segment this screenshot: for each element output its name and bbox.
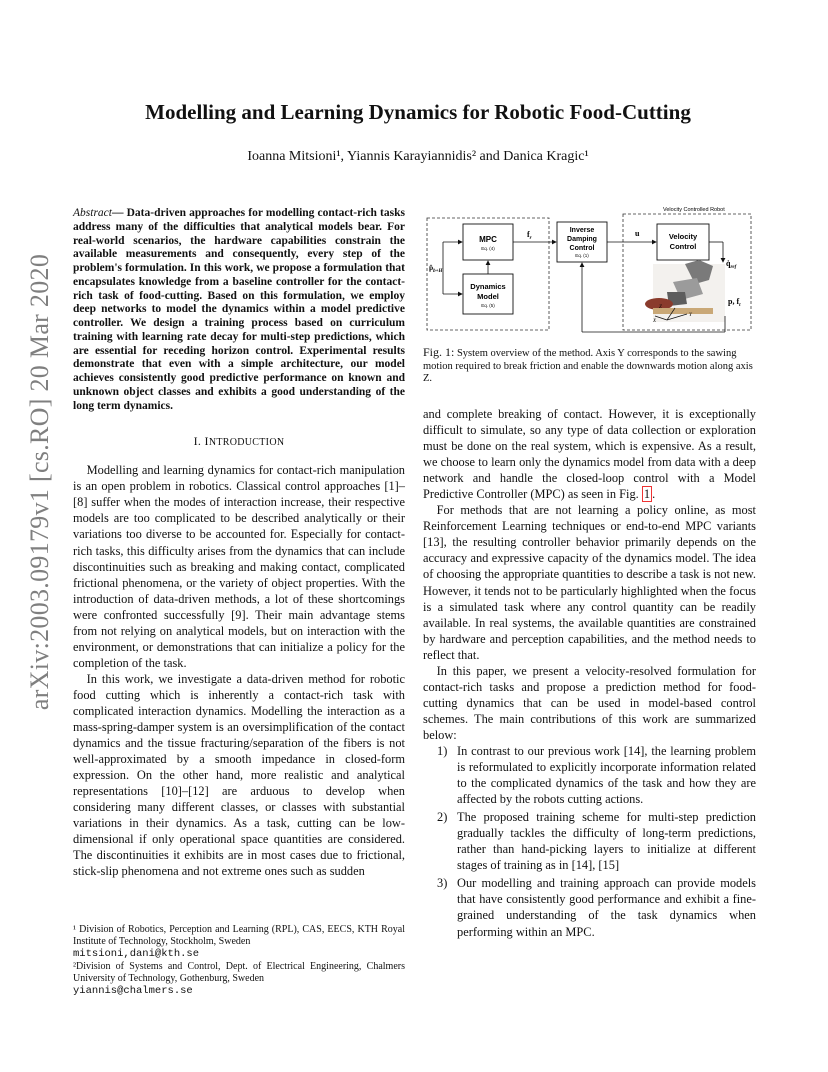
robot-group-label: Velocity Controlled Robot [663,207,725,213]
figure-caption [423,346,756,386]
abstract [73,207,405,413]
dynamics-equation: Eq. (5) [481,303,495,308]
axis-y-label: Y [689,313,692,318]
right-column [423,406,756,942]
abstract-label: Abstract [73,207,112,219]
right-paragraph-1-text: and complete breaking of contact. However, it is exceptionally difficult to simulate, so any type of data collection or exploration must be done on the real system, which is expensive. As a result, we choose to learn only the dynamics model from data with a deep network and handle the closed-loop control with a Model Predictive Controller (MPC) as seen in Fig. [423,407,756,502]
arxiv-side-label [18,253,62,711]
right-paragraph-2: For methods that are not learning a policy online, as most Reinforcement Learning techniques or end-to-end MPC variants [13], the resulting controller behavior primarily depends on the accuracy and expressive capacity of the dynamics model. The idea of choosing the appropriate quantities to describe a task is not new. However, it tends not to be particularly highlighted when the focus is a simulated task where any control quantity can be readily available. In real systems, the available quantities are constrained by hardware and perception capabilities, and the method needs to reflect that. [423,503,756,662]
dynamics-label-1: Dynamics [470,282,506,291]
section-title-rest: NTRODUCTION [208,437,285,449]
contribution-text: Our modelling and training approach can provide models that have consistently good performance and exhibit a fine-grained understanding of the task dynamics when performing within an MPC. [457,876,756,939]
intro-paragraph-2: In this work, we investigate a data-driven method for robotic food cutting which is inherently a contact-rich task with complicated interaction dynamics. Modelling the interaction as a mass-spring-damper system is an oversimplification of the contact dynamics and the tissue fracturing/separation of the fibers is not well-approximated by a smooth impedance in closed-form expression. On the other hand, more realistic and analytical representations [10]–[12] are arduous to develop when considering many different classes, or classes with substantial variations in their dynamics. As a task, cutting can be low-dimensional if only operational space quantities are considered. The discontinuities it exhibits are in most cases due to frictional, stick-slip phenomena and not extreme ones such as sudden [73,671,405,879]
velocity-label-1: Velocity [668,232,698,241]
fr-label: $f_r$ [527,230,532,241]
footnote-1-text: ¹ Division of Robotics, Perception and Learning (RPL), CAS, EECS, KTH Royal Institute of Technology, Stockholm, Sweden [73,924,405,948]
contributions-list [423,743,756,940]
section-heading-introduction [73,433,405,451]
footnote-2-text: ²Division of Systems and Control, Dept. of Electrical Engineering, Chalmers University of Technology, Gothenburg, Sweden [73,960,405,984]
velocity-label-2: Control [669,242,697,251]
idc-label-2: Damping [567,236,597,243]
contribution-number: 2) [437,810,448,825]
idc-label-1: Inverse [569,227,595,234]
robot-arm-photo [645,260,725,322]
mpc-equation: Eq. (4) [481,246,495,251]
author-list: Ioanna Mitsioni¹, Yiannis Karayiannidis² and Danica Kragic¹ [247,149,589,164]
u-label: u [635,229,640,238]
dynamics-label-2: Model [477,292,499,301]
caption-label: Fig. 1: [423,345,455,359]
fig-1-link[interactable]: 1 [643,487,651,502]
axis-x-label: X [653,319,657,324]
pbh-label: $p̂_{b+H}$ [429,263,443,274]
footnote-1-email: mitsioni,dani@kth.se [73,948,200,961]
section-number: I. [193,434,202,449]
contribution-item [423,875,756,939]
pf-label: p, $f_t$ [728,297,741,308]
idc-equation: Eq. (1) [575,253,589,258]
contribution-item [423,743,756,807]
footnote-2-email: yiannis@chalmers.se [73,985,193,998]
contribution-item [423,809,756,873]
caption-text: System overview of the method. Axis Y corresponds to the sawing motion required to break friction and enable the downwards motion along axis Z. [423,348,753,385]
mpc-label: MPC [479,235,497,244]
system-overview-figure [423,204,756,340]
contribution-text: The proposed training scheme for multi-step prediction gradually tackles the difficulty of long-term predictions, rather than hand-picking layers to initialize at different stages of training as in [14], [15] [457,810,756,873]
right-paragraph-3: In this paper, we present a velocity-resolved formulation for contact-rich tasks and propose a prediction method for food-cutting dynamics that can be used in model-based control schemes. The main contributions of this work are summarized below: [423,663,756,742]
left-column [73,207,405,880]
qref-label: $q̇_{ref}$ [726,259,737,270]
abstract-text: — Data-driven approaches for modelling contact-rich tasks address many of the difficulties that analytical models bear. For real-world scenarios, the hardware capabilities constrain the available measurements and consequently, every step of the problem's formulation. In this work, we propose a formulation that encapsulates knowledge from a baseline controller for the contact-rich task of food-cutting. Based on this formulation, we employ deep networks to model the dynamics within a model predictive controller. We design a training process based on curriculum training with learning rate decay for multi-step predictions, which are essential for receding horizon control. Experimental results demonstrate that even with a simple architecture, our model achieves consistently good predictive performance on known and unknown object classes and exhibits a good understanding of the long term dynamics. [73,207,405,412]
paper-title: Modelling and Learning Dynamics for Robotic Food-Cutting [145,100,691,124]
intro-paragraph-1: Modelling and learning dynamics for contact-rich manipulation is an open problem in robotics. Classical control approaches [1]–[8] suffer when the modes of interaction increase, their respective models are too complicated to be described analytically or their variations too diverse to be accounted for. Especially for contact-rich tasks, this difficulty arises from the dynamics that can include discontinuities such as breaking and making contact, complicated frictional phenomena, or the variety of object properties. With the introduction of data-driven methods, a lot of these shortcomings were confronted successfully [9]. Their main advantage stems from not relying on analytical models, but on interaction with the environment, or demonstrations that can initialize a policy for the completion of the task. [73,463,405,670]
footnote-1 [73,924,405,961]
section-title-initial: I [204,434,209,449]
arxiv-identifier: arXiv:2003.09179v1 [cs.RO] 20 Mar 2020 [25,253,54,711]
affiliation-footnotes [73,924,405,997]
right-paragraph-1: and complete breaking of contact. However, it is exceptionally difficult to simulate, so any type of data collection or exploration must be done on the real system, which is expensive. As a result, we choose to learn only the dynamics model from data with a deep network and handle the closed-loop control with a Model Predictive Controller (MPC) as seen in Fig. 1 . [423,407,756,502]
axis-z-label: Z [659,305,662,310]
contribution-number: 3) [437,876,448,891]
contribution-text: In contrast to our previous work [14], the learning problem is reformulated to explicitly incorporate information related to the complicated dynamics of the task and how they are affected by the robots cutting actions. [457,743,756,807]
idc-label-3: Control [569,245,595,252]
footnote-2 [73,961,405,998]
contribution-number: 1) [437,743,448,758]
